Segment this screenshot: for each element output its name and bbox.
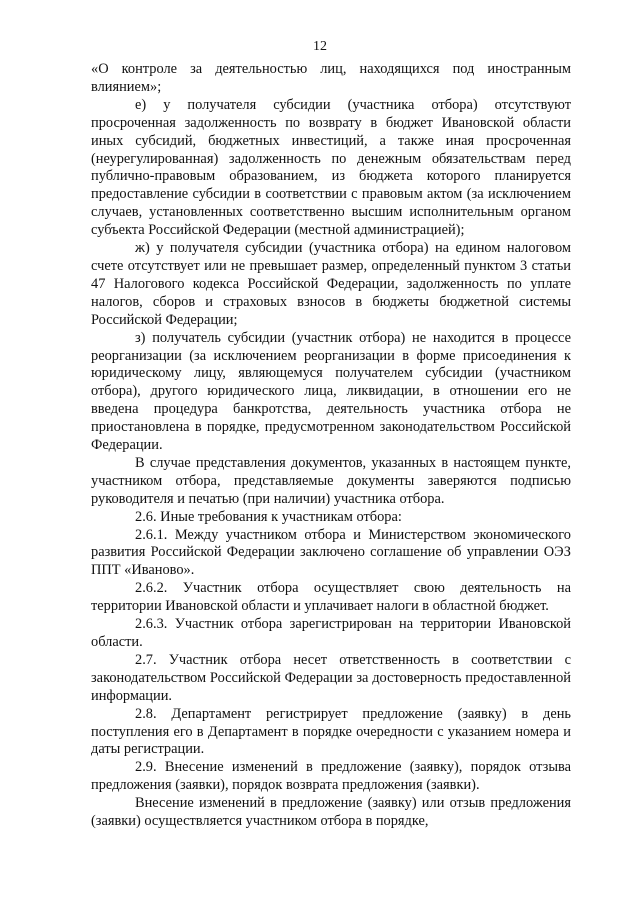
document-body [91,61,571,831]
paragraph-2-9: 2.9. Внесение изменений в предложение (заявку), порядок отзыва предложения (заявки), порядок возврата предложения (заявки). [91,759,571,794]
paragraph-2-6: 2.6. Иные требования к участникам отбора: [135,508,402,525]
paragraph-item-zh: ж) у получателя субсидии (участника отбора) на едином налоговом счете отсутствует или не превышает размер, определенный пунктом 3 статьи 47 Налогового кодекса Российской Федерации, задолженность по уплате налогов, сборов и страховых взносов в бюджеты бюджетной системы Российской Федерации; [91,240,571,328]
paragraph-item-z: з) получатель субсидии (участник отбора) не находится в процессе реорганизации (за исключением реорганизации в форме присоединения к юридическому лицу, являющемуся получателем субсидии (участником отбора), другого юридического лица, ликвидации, в отношении его не введена процедура банкротства, деятельность участника отбора не приостановлена в порядке, предусмотренном законодательством Российской Федерации. [91,329,571,454]
paragraph-2-6-1: 2.6.1. Между участником отбора и Министерством экономического развития Российской Федерации заключено соглашение об управлении ОЭЗ ППТ «Иваново». [91,526,571,579]
paragraph-item-e: е) у получателя субсидии (участника отбора) отсутствуют просроченная задолженность по возврату в бюджет Ивановской области иных субсидий, бюджетных инвестиций, а также иная просроченная (неурегулированная) задолженность по денежным обязательствам перед публично-правовым образованием, из бюджета которого планируется предоставление субсидии в соответствии с правовым актом (за исключением случаев, установленных соответственно высшим исполнительным органом субъекта Российской Федерации (местной администрацией); [91,96,571,239]
paragraph-continuation: «О контроле за деятельностью лиц, находящихся под иностранным влиянием»; [91,61,571,95]
page-number: 12 [313,39,327,54]
paragraph-2-8: 2.8. Департамент регистрирует предложение (заявку) в день поступления его в Департамент в порядке очередности с указанием номера и даты регистрации. [91,705,571,758]
paragraph-2-6-3: 2.6.3. Участник отбора зарегистрирован на территории Ивановской области. [91,616,571,650]
paragraph-2-6-2: 2.6.2. Участник отбора осуществляет свою деятельность на территории Ивановской области и уплачивает налоги в областной бюджет. [91,580,571,615]
paragraph-2-7: 2.7. Участник отбора несет ответственность в соответствии с законодательством Российской Федерации за достоверность предоставленной информации. [91,651,571,704]
paragraph-changes: Внесение изменений в предложение (заявку) или отзыв предложения (заявки) осуществляется участником отбора в порядке, [91,795,571,830]
paragraph-documents-note: В случае представления документов, указанных в настоящем пункте, участником отбора, представляемые документы заверяются подписью руководителя и печатью (при наличии) участника отбора. [91,454,571,507]
